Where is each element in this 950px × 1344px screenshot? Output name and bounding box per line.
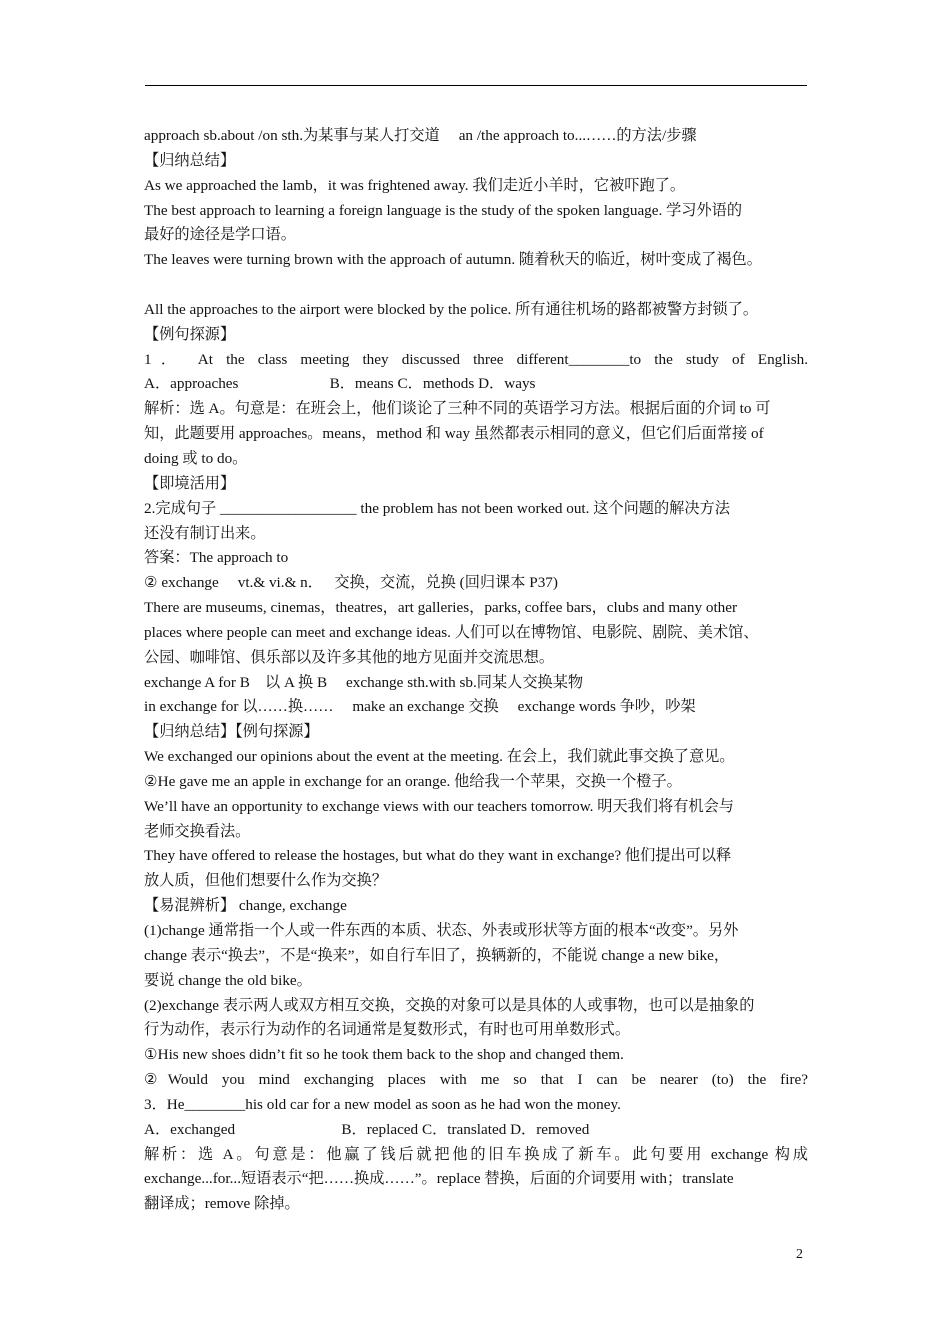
text-line: We exchanged our opinions about the event at the meeting. 在会上，我们就此事交换了意见。 (144, 748, 735, 766)
text-line: The best approach to learning a foreign language is the study of the spoken language. 学习外语的 (144, 201, 743, 219)
text-line: (2)exchange 表示两人或双方相互交换，交换的对象可以是具体的人或事物，也可以是抽象的 (144, 996, 755, 1014)
text-line: in exchange for 以……换…… make an exchange 交换 exchange words 争吵，吵架 (144, 698, 696, 716)
header-rule (145, 85, 807, 86)
section-heading: 【即境活用】 (144, 474, 236, 492)
text-line: 放人质，但他们想要什么作为交换？ (144, 872, 387, 890)
question-line: 1． At the class meeting they discussed three different________to the study of English. (144, 350, 808, 368)
text-line: exchange...for...短语表示“把……换成……”。replace 替换，后面的介词要用 with；translate (144, 1170, 734, 1188)
answer-options: A．approaches B．means C．methods D．ways (144, 375, 536, 393)
text-line: 还没有制订出来。 (144, 524, 266, 542)
text-line: 要说 change the old bike。 (144, 971, 312, 989)
text-line: ②Would you mind exchanging places with me so that I can be nearer (to) the fire? (144, 1071, 808, 1089)
text-line: change 表示“换去”，不是“换来”，如自行车旧了，换辆新的，不能说 change a new bike， (144, 946, 730, 964)
text-line: 翻译成；remove 除掉。 (144, 1195, 300, 1213)
text-line: They have offered to release the hostages, but what do they want in exchange? 他们提出可以释 (144, 847, 732, 865)
page-number: 2 (796, 1247, 803, 1262)
text-line: ①His new shoes didn’t fit so he took them back to the shop and changed them. (144, 1046, 624, 1064)
text-line: All the approaches to the airport were blocked by the police. 所有通往机场的路都被警方封锁了。 (144, 300, 759, 318)
text-line: (1)change 通常指一个人或一件东西的本质、状态、外表或形状等方面的根本“改变”。另外 (144, 922, 739, 939)
section-heading: 【归纳总结】【例句探源】 (144, 723, 319, 741)
text-line: We’ll have an opportunity to exchange views with our teachers tomorrow. 明天我们将有机会与 (144, 797, 734, 815)
answer-options: A．exchanged B．replaced C．translated D．removed (144, 1120, 590, 1138)
text-line: 公园、咖啡馆、俱乐部以及许多其他的地方见面并交流思想。 (144, 648, 555, 666)
text-line: 老师交换看法。 (144, 822, 251, 840)
section-heading: 【例句探源】 (144, 325, 236, 343)
section-heading: 【易混辨析】 change, exchange (144, 897, 347, 915)
text-line: 解析：选 A。句意是：在班会上，他们谈论了三种不同的英语学习方法。根据后面的介词 to 可 (144, 400, 771, 418)
page-content (144, 124, 808, 1217)
text-line: 解析：选 A。句意是：他赢了钱后就把他的旧车换成了新车。此句要用 exchange 构成 (144, 1145, 808, 1163)
answer-line: 答案：The approach to (144, 549, 289, 567)
question-line: 2.完成句子 __________________ the problem has not been worked out. 这个问题的解决方法 (144, 499, 730, 517)
text-line: There are museums, cinemas，theatres，art galleries，parks, coffee bars，clubs and many other (144, 599, 738, 617)
text-line: 最好的途径是学口语。 (144, 226, 296, 244)
question-line: 3．He________his old car for a new model as soon as he had won the money. (144, 1095, 621, 1113)
text-line: exchange A for B 以 A 换 B exchange sth.with sb.同某人交换某物 (144, 673, 584, 691)
text-line: ②He gave me an apple in exchange for an orange. 他给我一个苹果，交换一个橙子。 (144, 772, 682, 790)
blank-line (144, 273, 808, 298)
section-heading: 【归纳总结】 (144, 151, 236, 169)
text-line: 行为动作，表示行为动作的名词通常是复数形式，有时也可用单数形式。 (144, 1021, 630, 1039)
text-line: As we approached the lamb，it was frightened away. 我们走近小羊时，它被吓跑了。 (144, 176, 686, 194)
text-line: places where people can meet and exchange ideas. 人们可以在博物馆、电影院、剧院、美术馆、 (144, 623, 759, 641)
text-line: The leaves were turning brown with the approach of autumn. 随着秋天的临近，树叶变成了褐色。 (144, 251, 762, 269)
entry-heading: ② exchange vt.& vi.& n． 交换，交流，兑换 (回归课本 P37) (144, 574, 558, 592)
text-line: 知，此题要用 approaches。means，method 和 way 虽然都表示相同的意义，但它们后面常接 of (144, 425, 764, 443)
text-line: approach sb.about /on sth.为某事与某人打交道 an /the approach to...……的方法/步骤 (144, 127, 697, 144)
text-line: doing 或 to do。 (144, 449, 248, 467)
